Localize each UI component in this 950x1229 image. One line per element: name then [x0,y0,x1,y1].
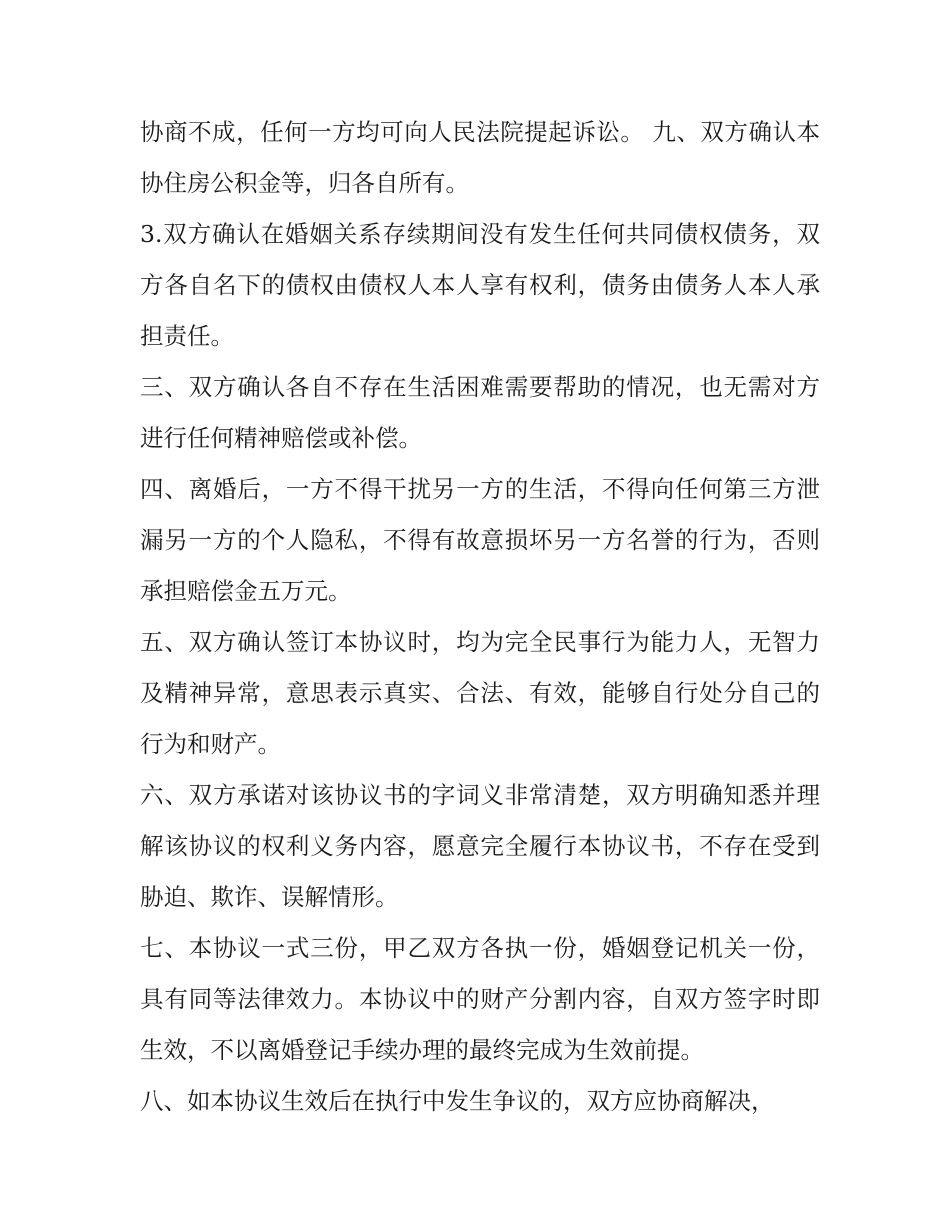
paragraph-clause-6: 六、双方承诺对该协议书的字词义非常清楚，双方明确知悉并理解该协议的权利义务内容，愿意完全履行本协议书，不存在受到胁迫、欺诈、误解情形。 [140,781,820,911]
paragraph-clause-3: 三、双方确认各自不存在生活困难需要帮助的情况，也无需对方进行任何精神赔偿或补偿。 [140,373,820,452]
paragraph-clause-7: 七、本协议一式三份，甲乙双方各执一份，婚姻登记机关一份，具有同等法律效力。本协议中的财产分割内容，自双方签字时即生效，不以离婚登记手续办理的最终完成为生效前提。 [140,934,820,1064]
document-body [140,107,820,1127]
paragraph-debts: 3.双方确认在婚姻关系存续期间没有发生任何共同债权债务，双方各自名下的债权由债权人本人享有权利，债务由债务人本人承担责任。 [140,220,820,350]
paragraph-clause-4: 四、离婚后，一方不得干扰另一方的生活，不得向任何第三方泄漏另一方的个人隐私，不得有故意损坏另一方名誉的行为，否则承担赔偿金五万元。 [140,475,820,605]
paragraph-continuation: 协商不成，任何一方均可向人民法院提起诉讼。 九、双方确认本协住房公积金等，归各自所有。 [140,118,820,197]
paragraph-clause-8: 八、如本协议生效后在执行中发生争议的，双方应协商解决， [140,1087,775,1115]
paragraph-clause-5: 五、双方确认签订本协议时，均为完全民事行为能力人，无智力及精神异常，意思表示真实、合法、有效，能够自行处分自己的行为和财产。 [140,628,820,758]
